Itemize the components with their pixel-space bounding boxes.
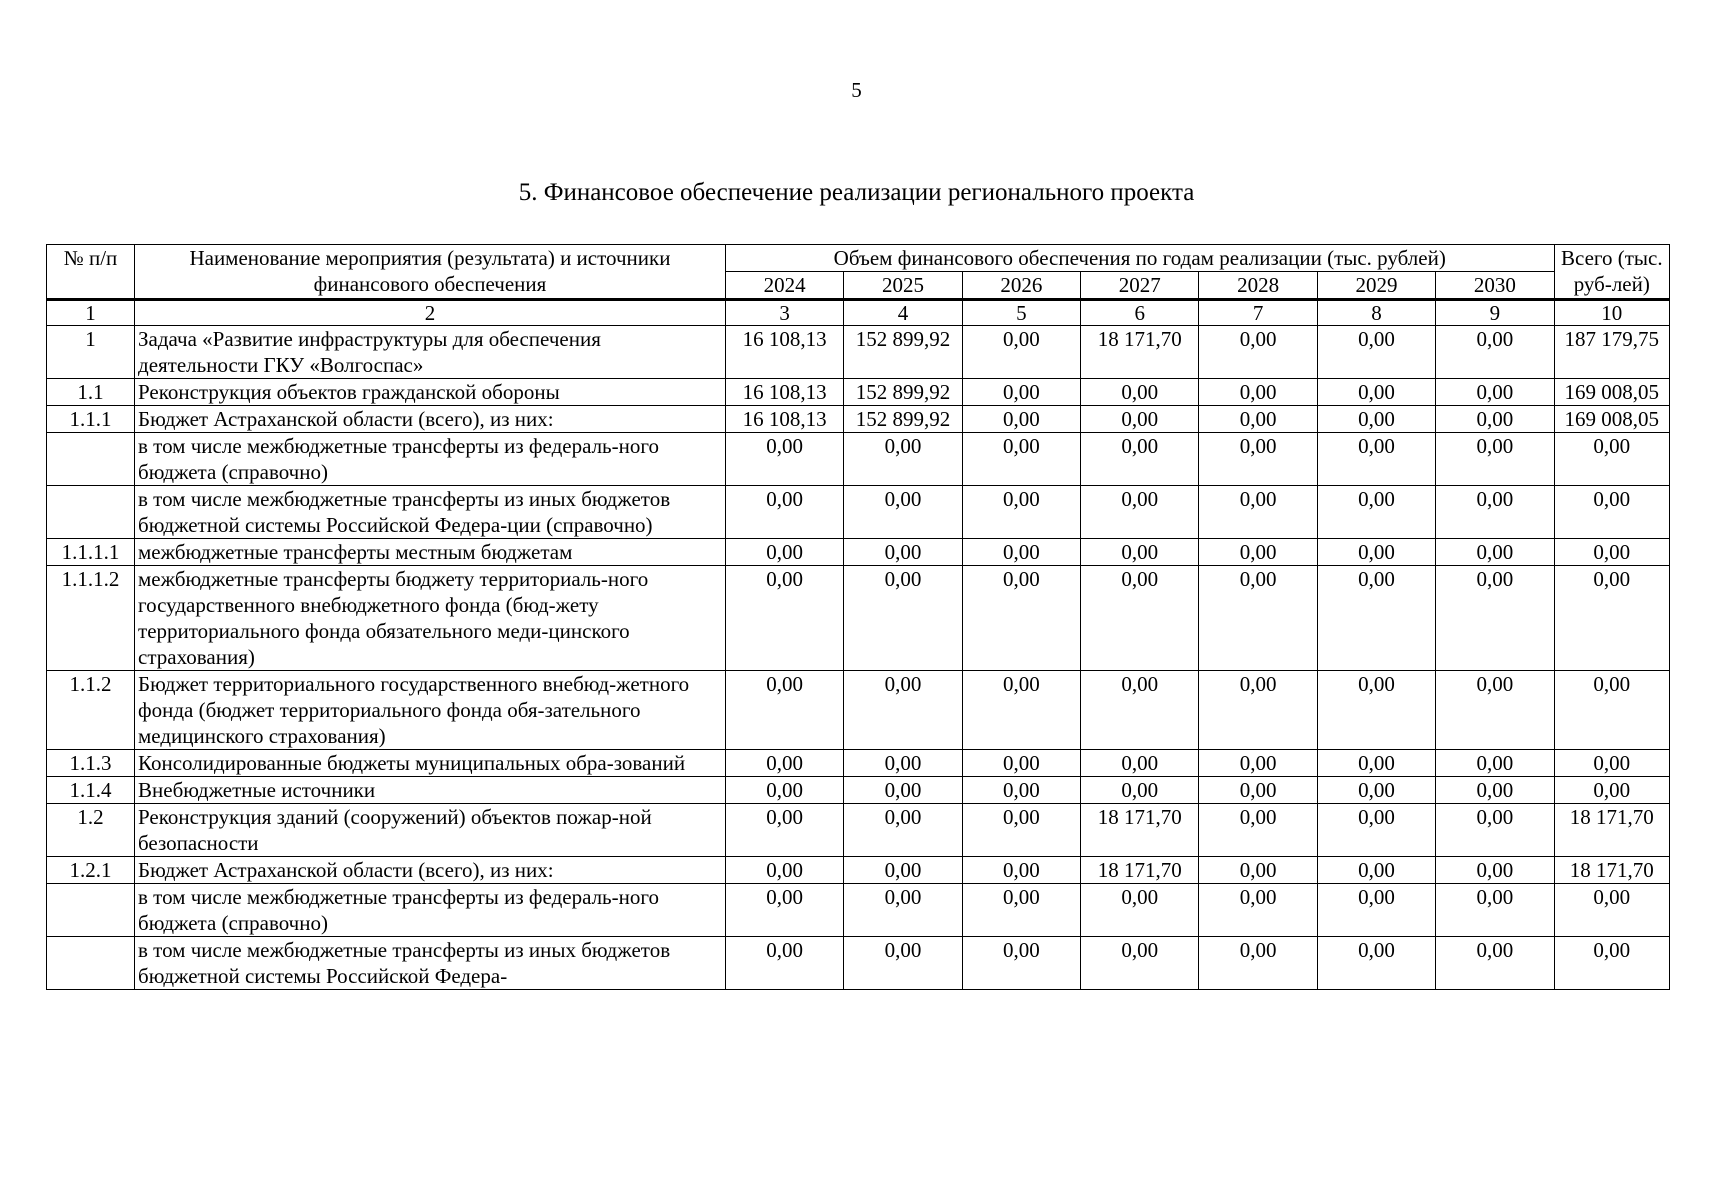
row-name: Бюджет Астраханской области (всего), из них: [135, 406, 726, 433]
row-number: 1.1.2 [47, 671, 135, 750]
header-total: Всего (тыс. руб-лей) [1554, 245, 1669, 300]
row-value: 18 171,70 [1081, 804, 1199, 857]
row-number [47, 433, 135, 486]
row-value: 0,00 [962, 937, 1080, 990]
header-year: 2026 [962, 272, 1080, 300]
row-value: 0,00 [1436, 671, 1554, 750]
row-value: 0,00 [1436, 433, 1554, 486]
table-row [47, 433, 1670, 486]
table-row [47, 326, 1670, 379]
row-value: 0,00 [962, 566, 1080, 671]
row-value: 0,00 [962, 750, 1080, 777]
row-value: 0,00 [1317, 539, 1435, 566]
header-year: 2027 [1081, 272, 1199, 300]
header-volume: Объем финансового обеспечения по годам реализации (тыс. рублей) [725, 245, 1554, 272]
row-name: Бюджет Астраханской области (всего), из них: [135, 857, 726, 884]
row-number: 1.2.1 [47, 857, 135, 884]
row-value: 0,00 [1199, 566, 1317, 671]
row-value: 16 108,13 [725, 406, 843, 433]
column-number: 6 [1081, 300, 1199, 326]
row-name: Внебюджетные источники [135, 777, 726, 804]
row-number: 1.1.4 [47, 777, 135, 804]
row-value: 0,00 [1317, 857, 1435, 884]
row-number: 1.1.3 [47, 750, 135, 777]
row-value: 0,00 [1317, 566, 1435, 671]
row-value: 0,00 [1081, 379, 1199, 406]
row-value: 0,00 [962, 379, 1080, 406]
row-value: 0,00 [844, 539, 962, 566]
column-number: 1 [47, 300, 135, 326]
row-value: 0,00 [1081, 671, 1199, 750]
row-total: 169 008,05 [1554, 379, 1669, 406]
header-num: № п/п [47, 245, 135, 300]
row-value: 0,00 [1317, 884, 1435, 937]
table-row [47, 804, 1670, 857]
row-value: 0,00 [1199, 750, 1317, 777]
column-number: 8 [1317, 300, 1435, 326]
row-name: в том числе межбюджетные трансферты из иных бюджетов бюджетной системы Российской Федера-ции (справочно) [135, 486, 726, 539]
row-total: 0,00 [1554, 671, 1669, 750]
header-year: 2029 [1317, 272, 1435, 300]
row-value: 0,00 [962, 857, 1080, 884]
row-value: 0,00 [1436, 884, 1554, 937]
row-name: в том числе межбюджетные трансферты из федераль-ного бюджета (справочно) [135, 884, 726, 937]
row-value: 0,00 [962, 884, 1080, 937]
row-number: 1.1.1 [47, 406, 135, 433]
column-number: 7 [1199, 300, 1317, 326]
table-row [47, 777, 1670, 804]
row-total: 0,00 [1554, 566, 1669, 671]
row-value: 0,00 [962, 326, 1080, 379]
header-year: 2030 [1436, 272, 1554, 300]
row-name: межбюджетные трансферты бюджету территориаль-ного государственного внебюджетного фонда (бюд-жету территориального фонда обязательного меди-цинского страхования) [135, 566, 726, 671]
row-total: 0,00 [1554, 433, 1669, 486]
table-row [47, 750, 1670, 777]
row-value: 0,00 [844, 777, 962, 804]
row-value: 0,00 [1199, 379, 1317, 406]
row-value: 0,00 [1199, 326, 1317, 379]
row-value: 0,00 [1199, 433, 1317, 486]
row-value: 0,00 [1081, 406, 1199, 433]
row-number: 1 [47, 326, 135, 379]
row-value: 152 899,92 [844, 326, 962, 379]
row-value: 152 899,92 [844, 406, 962, 433]
row-value: 0,00 [1317, 671, 1435, 750]
row-value: 0,00 [844, 804, 962, 857]
row-name: в том числе межбюджетные трансферты из федераль-ного бюджета (справочно) [135, 433, 726, 486]
row-name: Реконструкция зданий (сооружений) объектов пожар-ной безопасности [135, 804, 726, 857]
row-value: 0,00 [725, 804, 843, 857]
row-total: 187 179,75 [1554, 326, 1669, 379]
row-value: 0,00 [1436, 406, 1554, 433]
row-value: 0,00 [1436, 566, 1554, 671]
column-number: 2 [135, 300, 726, 326]
row-value: 0,00 [1081, 777, 1199, 804]
row-value: 16 108,13 [725, 379, 843, 406]
row-value: 0,00 [725, 671, 843, 750]
table-row [47, 566, 1670, 671]
row-value: 0,00 [844, 486, 962, 539]
row-value: 0,00 [1199, 539, 1317, 566]
row-value: 0,00 [1081, 433, 1199, 486]
row-value: 0,00 [1199, 857, 1317, 884]
row-value: 0,00 [1199, 671, 1317, 750]
row-number: 1.1 [47, 379, 135, 406]
row-value: 0,00 [1436, 326, 1554, 379]
table-row [47, 857, 1670, 884]
row-value: 0,00 [725, 750, 843, 777]
page-title: 5. Финансовое обеспечение реализации регионального проекта [518, 179, 1195, 206]
row-name: межбюджетные трансферты местным бюджетам [135, 539, 726, 566]
row-value: 0,00 [844, 750, 962, 777]
row-value: 0,00 [1317, 937, 1435, 990]
row-value: 18 171,70 [1081, 857, 1199, 884]
row-name: Реконструкция объектов гражданской обороны [135, 379, 726, 406]
column-numbers-row [47, 300, 1670, 326]
row-value: 0,00 [1199, 804, 1317, 857]
row-value: 0,00 [1199, 406, 1317, 433]
row-value: 0,00 [844, 884, 962, 937]
header-row [47, 245, 1670, 272]
column-number: 3 [725, 300, 843, 326]
column-number: 10 [1554, 300, 1669, 326]
row-value: 0,00 [1436, 777, 1554, 804]
row-total: 18 171,70 [1554, 857, 1669, 884]
row-total: 0,00 [1554, 539, 1669, 566]
row-value: 0,00 [725, 539, 843, 566]
row-value: 0,00 [1317, 406, 1435, 433]
column-number: 9 [1436, 300, 1554, 326]
table-row [47, 379, 1670, 406]
row-value: 0,00 [1317, 433, 1435, 486]
row-name: Консолидированные бюджеты муниципальных обра-зований [135, 750, 726, 777]
row-value: 0,00 [725, 777, 843, 804]
row-value: 0,00 [1436, 539, 1554, 566]
row-value: 0,00 [844, 671, 962, 750]
table-row [47, 884, 1670, 937]
row-number [47, 937, 135, 990]
row-name: Бюджет территориального государственного внебюд-жетного фонда (бюджет территориального фонда обя-зательного медицинского страхования) [135, 671, 726, 750]
header-year: 2028 [1199, 272, 1317, 300]
row-value: 0,00 [1436, 379, 1554, 406]
row-value: 0,00 [844, 566, 962, 671]
financing-table [46, 244, 1670, 990]
row-total: 169 008,05 [1554, 406, 1669, 433]
row-total: 18 171,70 [1554, 804, 1669, 857]
row-value: 0,00 [1317, 777, 1435, 804]
row-value: 0,00 [1317, 750, 1435, 777]
row-value: 0,00 [1081, 566, 1199, 671]
row-value: 18 171,70 [1081, 326, 1199, 379]
row-value: 152 899,92 [844, 379, 962, 406]
row-value: 0,00 [962, 539, 1080, 566]
row-number [47, 486, 135, 539]
row-value: 0,00 [962, 804, 1080, 857]
row-value: 0,00 [1436, 937, 1554, 990]
row-number [47, 884, 135, 937]
column-number: 5 [962, 300, 1080, 326]
row-value: 0,00 [1436, 804, 1554, 857]
header-year: 2025 [844, 272, 962, 300]
row-value: 0,00 [1199, 486, 1317, 539]
row-value: 0,00 [1081, 486, 1199, 539]
row-value: 0,00 [725, 566, 843, 671]
row-value: 0,00 [1199, 884, 1317, 937]
row-value: 0,00 [844, 433, 962, 486]
table-row [47, 937, 1670, 990]
row-value: 0,00 [1436, 750, 1554, 777]
row-value: 16 108,13 [725, 326, 843, 379]
column-number: 4 [844, 300, 962, 326]
table-row [47, 486, 1670, 539]
page-number: 5 [851, 78, 862, 102]
row-value: 0,00 [1081, 539, 1199, 566]
table-row [47, 671, 1670, 750]
row-value: 0,00 [962, 486, 1080, 539]
row-value: 0,00 [1199, 777, 1317, 804]
row-value: 0,00 [725, 884, 843, 937]
row-value: 0,00 [1081, 884, 1199, 937]
row-total: 0,00 [1554, 884, 1669, 937]
row-total: 0,00 [1554, 777, 1669, 804]
row-value: 0,00 [962, 671, 1080, 750]
row-value: 0,00 [844, 937, 962, 990]
row-total: 0,00 [1554, 937, 1669, 990]
row-value: 0,00 [1199, 937, 1317, 990]
row-number: 1.1.1.1 [47, 539, 135, 566]
row-value: 0,00 [1317, 486, 1435, 539]
table-row [47, 539, 1670, 566]
row-total: 0,00 [1554, 486, 1669, 539]
row-value: 0,00 [1436, 486, 1554, 539]
header-year: 2024 [725, 272, 843, 300]
row-value: 0,00 [725, 937, 843, 990]
row-value: 0,00 [844, 857, 962, 884]
row-value: 0,00 [962, 433, 1080, 486]
row-value: 0,00 [1317, 379, 1435, 406]
row-number: 1.1.1.2 [47, 566, 135, 671]
table-row [47, 406, 1670, 433]
row-value: 0,00 [725, 486, 843, 539]
row-name: в том числе межбюджетные трансферты из иных бюджетов бюджетной системы Российской Федера- [135, 937, 726, 990]
row-value: 0,00 [962, 406, 1080, 433]
row-value: 0,00 [1081, 750, 1199, 777]
row-value: 0,00 [725, 857, 843, 884]
row-value: 0,00 [1081, 937, 1199, 990]
row-value: 0,00 [1317, 326, 1435, 379]
header-name: Наименование мероприятия (результата) и источники финансового обеспечения [135, 245, 726, 300]
row-total: 0,00 [1554, 750, 1669, 777]
row-value: 0,00 [1317, 804, 1435, 857]
row-value: 0,00 [962, 777, 1080, 804]
row-number: 1.2 [47, 804, 135, 857]
row-value: 0,00 [725, 433, 843, 486]
row-name: Задача «Развитие инфраструктуры для обеспечения деятельности ГКУ «Волгоспас» [135, 326, 726, 379]
row-value: 0,00 [1436, 857, 1554, 884]
